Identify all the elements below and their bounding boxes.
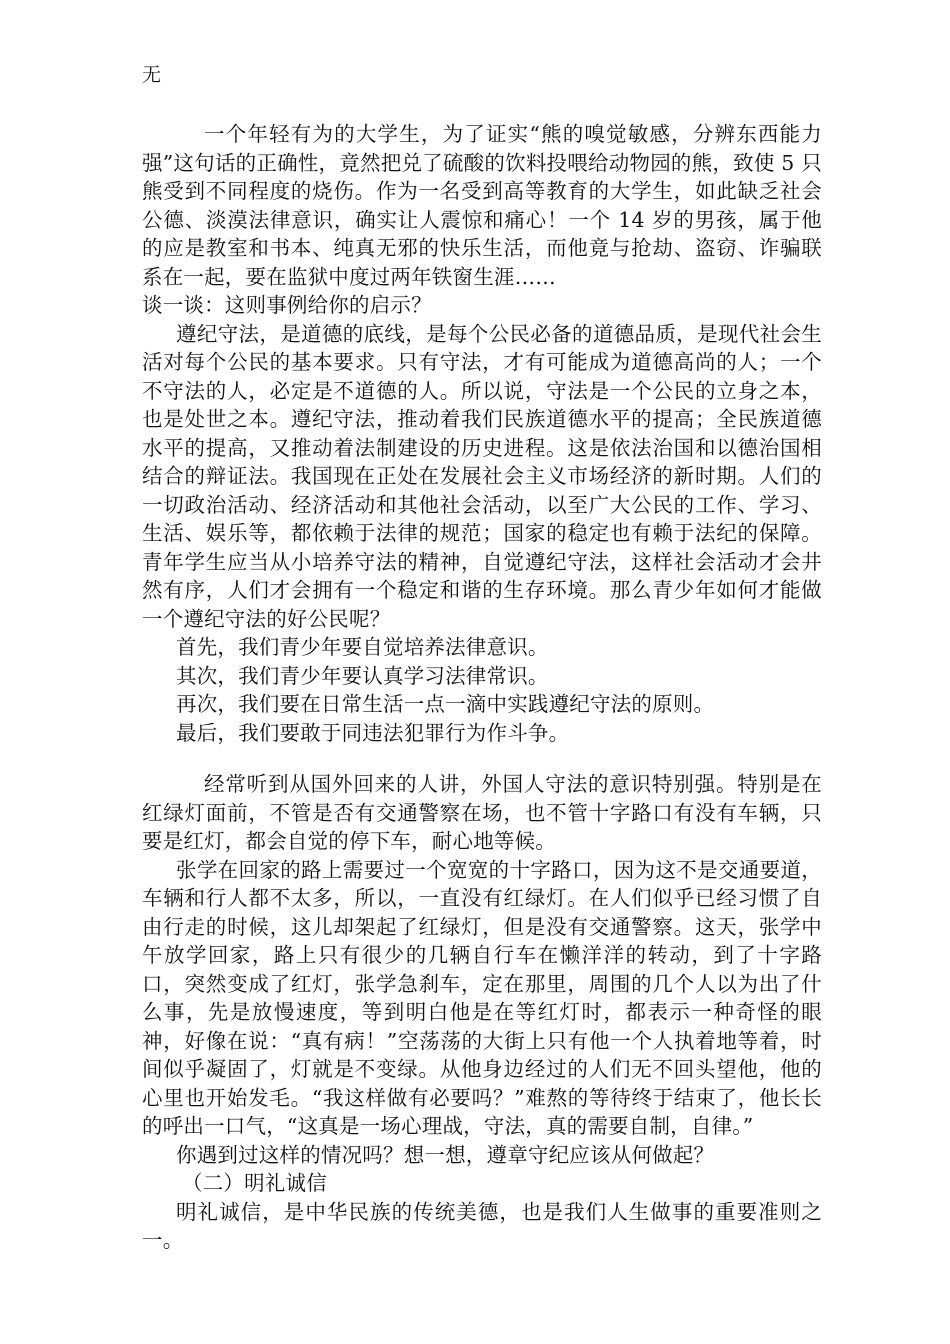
point-first: 首先，我们青少年要自觉培养法律意识。: [176, 635, 549, 659]
story-paragraph: 张学在回家的路上需要过一个宽宽的十字路口，因为这不是交通要道，车辆和行人都不太多，所以，一直没有红绿灯。在人们似乎已经习惯了自由行走的时候，这儿却架起了红绿灯，但是没有交通警察。这天，张学中午放学回家，路上只有很少的几辆自行车在懒洋洋的转动，到了十字路口，突然变成了红灯，张学急刹车，定在那里，周围的几个人以为出了什么事，先是放慢速度，等到明白他是在等红灯时，都表示一种奇怪的眼神，好像在说：“真有病！”空荡荡的大街上只有他一个人执着地等着，时间似乎凝固了，灯就是不变绿。从他身边经过的人们无不回头望他，他的心里也开始发毛。“我这样做有必要吗？”难熬的等待终于结束了，他长长的呼出一口气，“这真是一场心理战，守法，真的需要自制，自律。”: [142, 857, 822, 1138]
section-respect-law: [142, 120, 822, 747]
point-second: 其次，我们青少年要认真学习法律常识。: [176, 663, 549, 688]
intro-paragraph: 一个年轻有为的大学生，为了证实“熊的嗅觉敏感，分辨东西能力强”这句话的正确性，竟然把兑了硫酸的饮料投喂给动物园的熊，致使 5 只熊受到不同程度的烧伤。作为一名受到高等教育的大学生，如此缺乏社会公德、淡漠法律意识，确实让人震惊和痛心！一个 14 岁的男孩，属于他的应是教室和书本、纯真无邪的快乐生活，而他竟与抢劫、盗窃、诈骗联系在一起，要在监狱中度过两年铁窗生涯……: [142, 122, 822, 289]
closing-paragraph: 明礼诚信，是中华民族的传统美德，也是我们人生做事的重要准则之一。: [142, 1199, 822, 1252]
body-paragraph: 遵纪守法，是道德的底线，是每个公民必备的道德品质，是现代社会生活对每个公民的基本要求。只有守法，才有可能成为道德高尚的人；一个不守法的人，必定是不道德的人。所以说，守法是一个公民的立身之本，也是处世之本。遵纪守法，推动着我们民族道德水平的提高；全民族道德水平的提高，又推动着法制建设的历史进程。这是依法治国和以德治国相结合的辩证法。我国现在正处在发展社会主义市场经济的新时期。人们的一切政治活动、经济活动和其他社会活动，以至广大公民的工作、学习、生活、娱乐等，都依赖于法律的规范；国家的稳定也有赖于法纪的保障。青年学生应当从小培养守法的精神，自觉遵纪守法，这样社会活动才会井然有序，人们才会拥有一个稳定和谐的生存环境。那么青少年如何才能做一个遵纪守法的好公民呢？: [142, 321, 822, 631]
header-mark: 无: [142, 64, 162, 86]
point-fourth: 最后，我们要敢于同违法犯罪行为作斗争。: [176, 720, 570, 745]
point-third: 再次，我们要在日常生活一点一滴中实践遵纪守法的原则。: [176, 692, 715, 716]
section-traffic-story: [142, 770, 822, 1255]
section-heading: （二）明礼诚信: [182, 1171, 327, 1195]
discussion-question: 谈一谈：这则事例给你的启示？: [142, 293, 432, 317]
foreign-intro-paragraph: 经常听到从国外回来的人讲，外国人守法的意识特别强。特别是在红绿灯面前，不管是否有交通警察在场，也不管十字路口有没有车辆，只要是红灯，都会自觉的停下车，耐心地等候。: [142, 772, 822, 853]
reflection-question: 你遇到过这样的情况吗？想一想，遵章守纪应该从何做起？: [176, 1142, 715, 1167]
